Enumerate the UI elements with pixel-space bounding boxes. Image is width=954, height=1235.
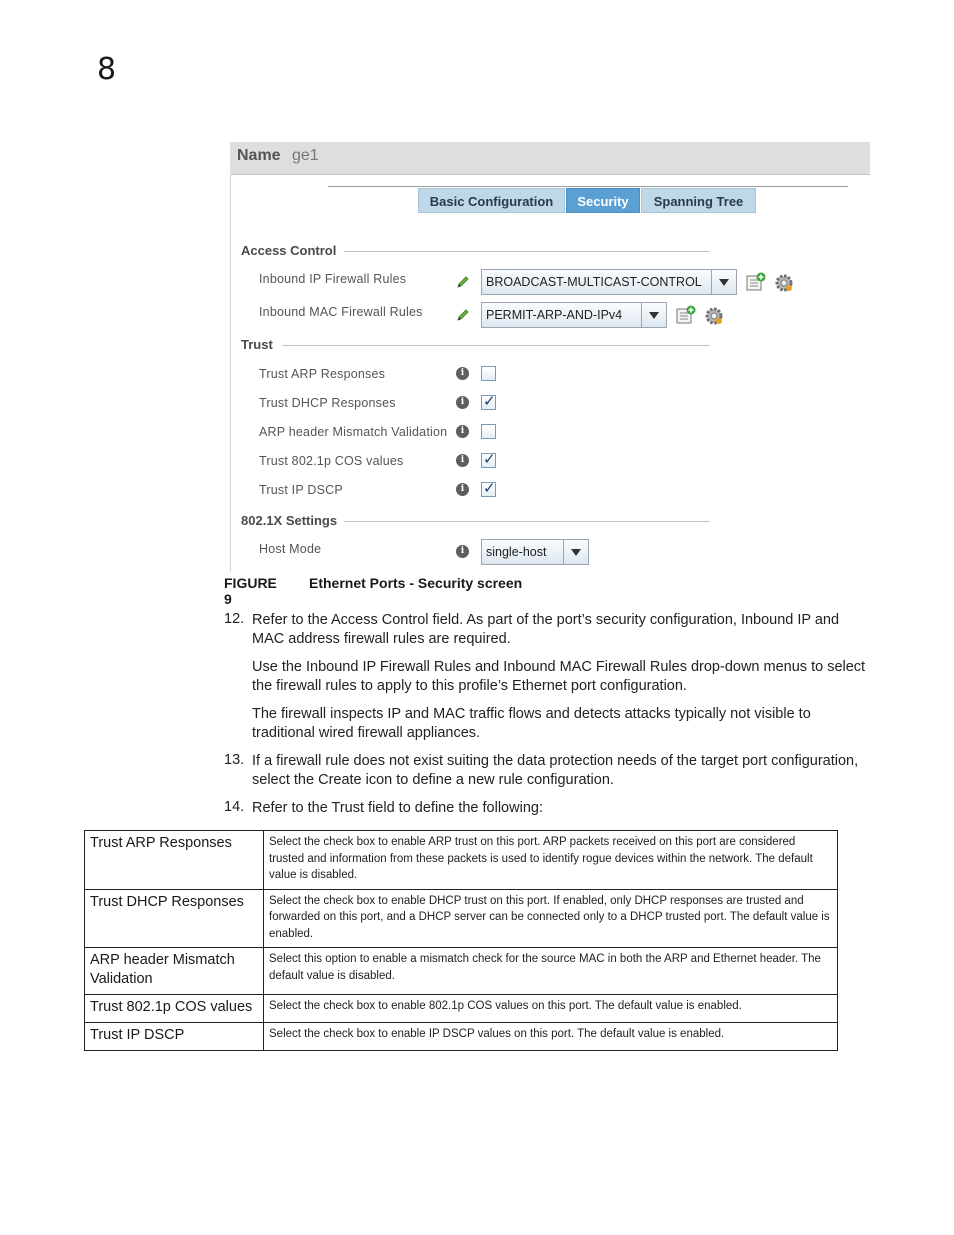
check-mark-icon: ✓ xyxy=(483,479,496,497)
info-icon[interactable]: i xyxy=(456,396,469,409)
inbound-mac-rules-value: PERMIT-ARP-AND-IPv4 xyxy=(486,308,623,322)
name-value: ge1 xyxy=(292,147,319,164)
trust-arp-label: Trust ARP Responses xyxy=(259,367,386,381)
access-control-title: Access Control xyxy=(241,243,337,258)
create-icon[interactable] xyxy=(676,305,696,325)
table-term: Trust DHCP Responses xyxy=(85,889,264,948)
host-mode-label: Host Mode xyxy=(259,542,322,556)
step-12-paragraph-1: Refer to the Access Control field. As part of the port’s security configuration, Inbound IP and MAC address firewall rules are required. xyxy=(252,612,840,647)
table-description: Select the check box to enable IP DSCP values on this port. The default value is enabled. xyxy=(264,1023,838,1051)
step-14-paragraph: Refer to the Trust field to define the following: xyxy=(252,800,543,816)
table-row xyxy=(85,889,838,948)
tab-security[interactable]: Security xyxy=(566,188,640,213)
arp-mismatch-checkbox[interactable] xyxy=(481,424,496,439)
step-number: 14. xyxy=(224,799,245,815)
step-number: 13. xyxy=(224,752,245,768)
trust-dscp-label: Trust IP DSCP xyxy=(259,483,343,497)
inbound-ip-rules-value: BROADCAST-MULTICAST-CONTROL xyxy=(486,275,702,289)
info-icon[interactable]: i xyxy=(456,425,469,438)
check-mark-icon: ✓ xyxy=(483,392,496,410)
section-rule xyxy=(344,251,710,252)
figure-title: Ethernet Ports - Security screen xyxy=(309,575,523,591)
inbound-ip-rules-select[interactable] xyxy=(481,269,737,295)
create-icon[interactable] xyxy=(746,272,766,292)
info-icon[interactable]: i xyxy=(456,545,469,558)
dot1x-title: 802.1X Settings xyxy=(241,513,338,528)
info-icon[interactable]: i xyxy=(456,454,469,467)
name-bar xyxy=(230,142,870,175)
table-row xyxy=(85,831,838,890)
inbound-mac-label: Inbound MAC Firewall Rules xyxy=(259,305,423,319)
info-icon[interactable]: i xyxy=(456,367,469,380)
dropdown-arrow-icon[interactable] xyxy=(641,303,666,327)
table-term: Trust 802.1p COS values xyxy=(85,995,264,1023)
table-term: ARP header Mismatch Validation xyxy=(85,948,264,995)
settings-gear-icon[interactable] xyxy=(704,306,724,326)
trust-cos-label: Trust 802.1p COS values xyxy=(259,454,404,468)
step-12-paragraph-2: Use the Inbound IP Firewall Rules and Inbound MAC Firewall Rules drop-down menus to select the firewall rules to apply to this profile’s Ethernet port configuration. xyxy=(252,659,866,694)
check-mark-icon: ✓ xyxy=(483,450,496,468)
trust-title: Trust xyxy=(241,337,273,352)
table-row xyxy=(85,948,838,995)
section-rule xyxy=(282,345,710,346)
dropdown-arrow-icon[interactable] xyxy=(563,540,588,564)
trust-dhcp-checkbox[interactable] xyxy=(481,392,496,410)
host-mode-value: single-host xyxy=(486,545,547,559)
table-description: Select this option to enable a mismatch check for the source MAC in both the ARP and Ethernet header. The default value is disabled. xyxy=(264,948,838,995)
trust-definitions-table xyxy=(84,830,838,1051)
step-13-paragraph: If a firewall rule does not exist suiting the data protection needs of the target port configuration, select the Create icon to define a new rule configuration. xyxy=(252,753,859,788)
pencil-icon[interactable] xyxy=(456,308,470,322)
trust-cos-checkbox[interactable] xyxy=(481,450,496,468)
tab-divider xyxy=(328,186,848,187)
tab-spanning-tree[interactable]: Spanning Tree xyxy=(641,188,756,213)
inbound-mac-rules-select[interactable] xyxy=(481,302,667,328)
tab-basic-configuration[interactable]: Basic Configuration xyxy=(418,188,565,213)
pencil-icon[interactable] xyxy=(456,275,470,289)
table-term: Trust ARP Responses xyxy=(85,831,264,890)
figure-label: FIGURE 9 xyxy=(224,575,277,607)
trust-dhcp-label: Trust DHCP Responses xyxy=(259,396,396,410)
settings-gear-icon[interactable] xyxy=(774,273,794,293)
table-description: Select the check box to enable DHCP trust on this port. If enabled, only DHCP responses are trusted and forwarded on this port, and a DHCP server can be connected only to a DHCP trusted port. The default value is enabled. xyxy=(264,889,838,948)
info-icon[interactable]: i xyxy=(456,483,469,496)
figure-border xyxy=(230,174,231,572)
table-row xyxy=(85,995,838,1023)
step-number: 12. xyxy=(224,611,245,627)
trust-arp-checkbox[interactable] xyxy=(481,366,496,381)
dropdown-arrow-icon[interactable] xyxy=(711,270,736,294)
table-description: Select the check box to enable 802.1p COS values on this port. The default value is enabled. xyxy=(264,995,838,1023)
trust-dscp-checkbox[interactable] xyxy=(481,479,496,497)
table-description: Select the check box to enable ARP trust on this port. ARP packets received on this port are considered trusted and information from these packets is used to identify rogue devices within the network. The default value is disabled. xyxy=(264,831,838,890)
step-12-paragraph-3: The firewall inspects IP and MAC traffic flows and detects attacks typically not visible to traditional wired firewall appliances. xyxy=(252,706,811,741)
inbound-ip-label: Inbound IP Firewall Rules xyxy=(259,272,407,286)
table-term: Trust IP DSCP xyxy=(85,1023,264,1051)
name-label: Name xyxy=(237,147,281,164)
table-row xyxy=(85,1023,838,1051)
chapter-number: 8 xyxy=(97,52,117,87)
arp-mismatch-label: ARP header Mismatch Validation xyxy=(259,425,448,439)
security-screen-figure xyxy=(230,142,870,572)
host-mode-select[interactable] xyxy=(481,539,589,565)
section-rule xyxy=(344,521,710,522)
